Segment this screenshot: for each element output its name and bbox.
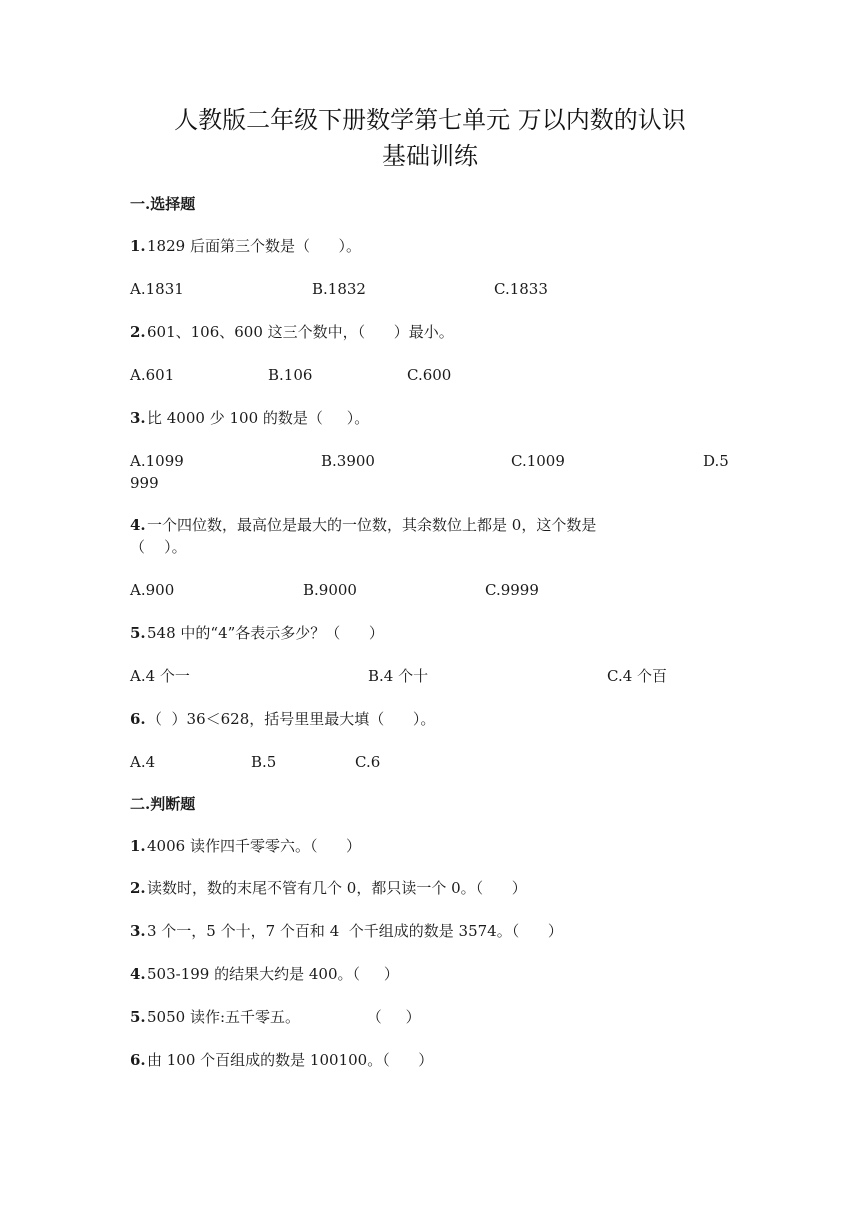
question-number: 5. [130,1008,146,1026]
question-number: 2. [130,323,146,341]
option-c: C.9999 [485,581,539,599]
question-text: 503-199 的结果大约是 400。（ ） [147,965,399,983]
question-text: 4006 读作四千零零六。（ ） [147,837,362,855]
option-c: C.600 [407,366,452,384]
question-text: 1829 后面第三个数是（ ）。 [147,237,362,255]
question-number: 1. [130,837,146,855]
option-d: D.5 [703,452,729,470]
question-number: 3. [130,922,146,940]
question-number: 6. [130,1051,146,1069]
option-a: A.4 [130,753,156,771]
option-c: C.4 个百 [607,667,668,685]
option-b: B.5 [251,753,277,771]
question-text: 比 4000 少 100 的数是（ ）。 [147,409,370,427]
option-a: A.4 个一 [130,667,190,685]
question-number: 6. [130,710,146,728]
option-b: B.1832 [312,280,366,298]
option-a: A.601 [130,366,175,384]
question-number: 4. [130,516,146,534]
question-text: 由 100 个百组成的数是 100100。（ ） [147,1051,434,1069]
option-c: C.6 [355,753,381,771]
option-a: A.1831 [130,280,184,298]
question-text: 601、106、600 这三个数中，（ ）最小。 [147,323,454,341]
option-c: C.1009 [511,452,565,470]
option-b: B.106 [268,366,313,384]
page-title-line-1: 人教版二年级下册数学第七单元 万以内数的认识 [174,106,686,134]
question-number: 2. [130,879,146,897]
option-a: A.1099 [130,452,184,470]
question-number: 5. [130,624,146,642]
option-b: B.3900 [321,452,375,470]
question-text: 3 个一，5 个十，7 个百和 4 个千组成的数是 3574。（ ） [147,922,563,940]
question-text: 548 中的“4”各表示多少？（ ） [147,624,384,642]
question-text: 一个四位数，最高位是最大的一位数，其余数位上都是 0，这个数是 [147,516,597,534]
question-number: 3. [130,409,146,427]
question-number: 1. [130,237,146,255]
page-title-line-2: 基础训练 [382,142,478,170]
option-b: B.4 个十 [368,667,429,685]
question-text: 5050 读作:五千零五。 （ ） [147,1008,421,1026]
section-heading-judgement: 二.判断题 [130,795,196,813]
option-a: A.900 [130,581,175,599]
option-c: C.1833 [494,280,548,298]
question-text: （ ）36＜628，括号里里最大填（ ）。 [147,710,436,728]
option-d-wrap: 999 [130,474,159,492]
option-b: B.9000 [303,581,357,599]
section-heading-choice: 一.选择题 [130,195,196,213]
question-text: 读数时，数的末尾不管有几个 0，都只读一个 0。（ ） [147,879,527,897]
question-number: 4. [130,965,146,983]
question-text-continued: （ ）。 [130,538,187,556]
